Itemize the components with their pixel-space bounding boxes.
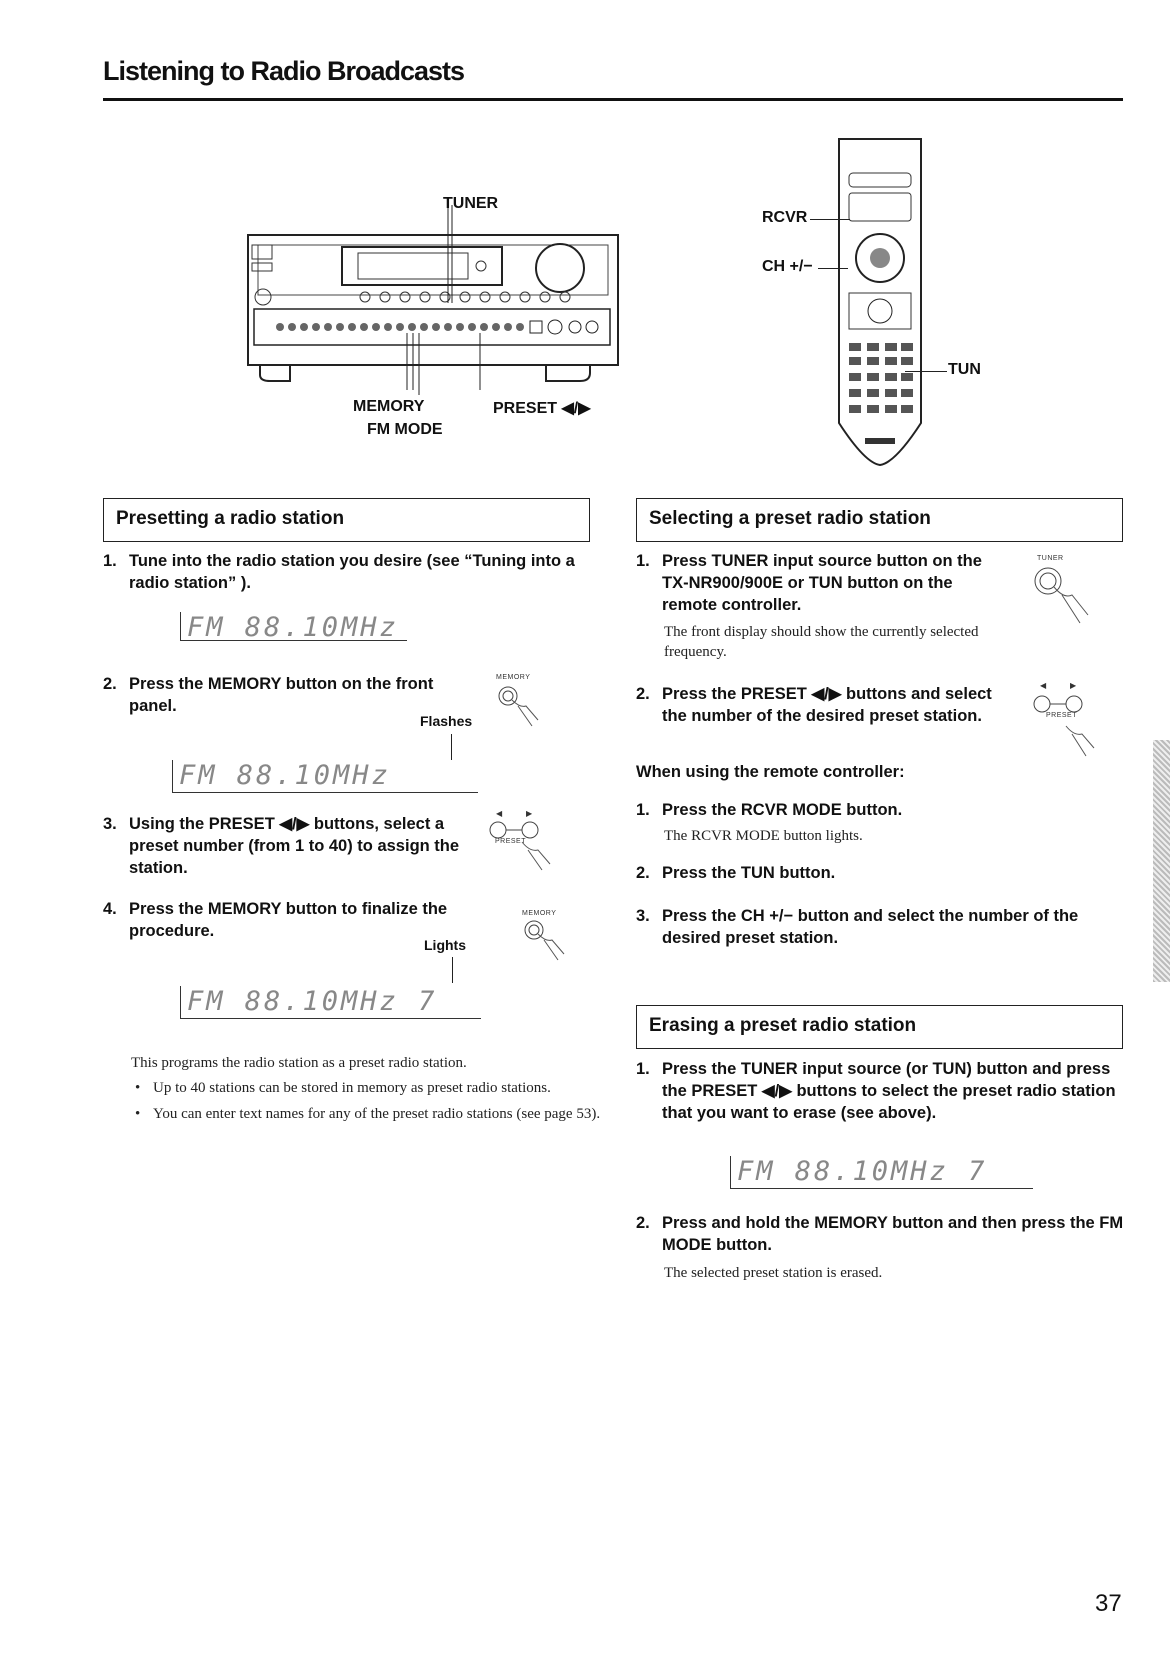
selecting-step-2 — [636, 683, 996, 727]
presetting-step-2 — [103, 673, 453, 717]
step-text: Press the TUN button. — [662, 864, 836, 882]
side-tab-marker — [1153, 740, 1170, 982]
preset-buttons-icon-2 — [1030, 680, 1110, 765]
title-rule — [103, 98, 1123, 101]
tuner-button-caption: TUNER — [1037, 555, 1064, 562]
step-number: 2. — [636, 1214, 650, 1232]
selecting-step-1-detail: The front display should show the currently selected frequency. — [664, 624, 979, 660]
memory-button-icon — [496, 684, 556, 735]
preset-button-caption-2: PRESET — [1046, 712, 1078, 719]
tun-leader — [905, 371, 947, 372]
presetting-step-1 — [103, 550, 593, 594]
step-text: Press the TUNER input source (or TUN) button and press the PRESET ◀/▶ buttons to select the preset radio station that you want to erase (see above). — [662, 1060, 1116, 1122]
svg-text:▶: ▶ — [526, 809, 533, 818]
bullet-item: • You can enter text names for any of the preset radio stations (see page 53). — [135, 1106, 601, 1122]
step-number: 1. — [636, 1060, 650, 1078]
lcd-display-erase — [730, 1156, 1033, 1189]
presetting-heading-box — [103, 498, 590, 542]
step-number: 2. — [636, 864, 650, 882]
remote-step-2 — [636, 862, 1106, 884]
fm-mode-label: FM MODE — [367, 421, 443, 438]
erasing-heading: Erasing a preset radio station — [649, 1015, 917, 1036]
lights-leader — [452, 957, 453, 983]
step-number: 1. — [636, 801, 650, 819]
lcd-display-1 — [180, 612, 407, 641]
preset-button-caption: PRESET — [495, 838, 527, 845]
rcvr-leader — [810, 219, 850, 220]
memory-label: MEMORY — [353, 398, 425, 415]
page-number: 37 — [1095, 1590, 1122, 1617]
remote-figure — [835, 133, 925, 473]
step-text: Tune into the radio station you desire (see “Tuning into a radio station” ). — [129, 552, 575, 592]
step-text: Press the RCVR MODE button. — [662, 801, 903, 819]
remote-controller-illustration — [835, 133, 925, 473]
preset-label: PRESET ◀/▶ — [493, 400, 591, 417]
ch-label: CH +/− — [762, 258, 813, 275]
remote-step-1 — [636, 799, 1106, 821]
remote-step-3 — [636, 905, 1126, 949]
memory-button-icon-2 — [522, 918, 582, 969]
tuner-label: TUNER — [443, 195, 499, 212]
page-title: Listening to Radio Broadcasts — [103, 56, 465, 86]
step-text: Press the MEMORY button on the front panel. — [129, 675, 434, 715]
step-text: Press and hold the MEMORY button and then press the FM MODE button. — [662, 1214, 1124, 1254]
step-text: Press the MEMORY button to finalize the procedure. — [129, 900, 448, 940]
step-number: 2. — [103, 675, 117, 693]
step-text: Press the CH +/− button and select the number of the desired preset station. — [662, 907, 1079, 947]
step-number: 1. — [103, 552, 117, 570]
step-text: Press the PRESET ◀/▶ buttons and select the number of the desired preset station. — [662, 685, 992, 725]
lcd-display-2 — [172, 760, 478, 793]
memory-button-caption: MEMORY — [496, 674, 531, 681]
bullet-text: Up to 40 stations can be stored in memory as preset radio stations. — [153, 1080, 551, 1096]
flashes-callout: Flashes — [420, 713, 473, 729]
step-number: 2. — [636, 685, 650, 703]
remote-step-1-detail: The RCVR MODE button lights. — [664, 828, 863, 844]
tuner-button-icon — [1032, 565, 1102, 632]
step-number: 3. — [636, 907, 650, 925]
lcd-text: FM 88.10MHz 7 — [187, 986, 438, 1017]
presetting-bullets — [131, 1078, 601, 1124]
ch-leader — [818, 268, 848, 269]
flashes-leader — [451, 734, 452, 760]
presetting-step-3 — [103, 813, 463, 879]
step-text: Press TUNER input source button on the TX-NR900/900E or TUN button on the remote controller. — [662, 552, 982, 614]
step-text: Using the PRESET ◀/▶ buttons, select a preset number (from 1 to 40) to assign the station. — [129, 815, 460, 877]
bullet-item: • Up to 40 stations can be stored in memory as preset radio stations. — [135, 1080, 551, 1096]
lcd-display-3 — [180, 986, 481, 1019]
erasing-step-2 — [636, 1212, 1126, 1256]
remote-subheading: When using the remote controller: — [636, 763, 905, 781]
memory-button-caption-2: MEMORY — [522, 910, 557, 917]
svg-text:▶: ▶ — [1070, 681, 1077, 690]
selecting-heading-box — [636, 498, 1123, 542]
lcd-text: FM 88.10MHz — [179, 760, 391, 791]
erasing-step-1 — [636, 1058, 1126, 1124]
step-number: 3. — [103, 815, 117, 833]
selecting-heading: Selecting a preset radio station — [649, 508, 931, 529]
tun-label: TUN — [948, 361, 981, 378]
presetting-note: This programs the radio station as a preset radio station. — [131, 1055, 467, 1071]
selecting-step-1 — [636, 550, 996, 616]
step-number: 4. — [103, 900, 117, 918]
presetting-heading: Presetting a radio station — [116, 508, 345, 529]
step-number: 1. — [636, 552, 650, 570]
rcvr-label: RCVR — [762, 209, 808, 226]
erasing-heading-box — [636, 1005, 1123, 1049]
svg-text:◀: ◀ — [496, 809, 503, 818]
lights-callout: Lights — [424, 937, 466, 953]
lcd-text: FM 88.10MHz — [187, 612, 399, 643]
preset-buttons-icon — [486, 808, 566, 883]
bullet-text: You can enter text names for any of the preset radio stations (see page 53). — [153, 1106, 601, 1122]
erasing-step-2-detail: The selected preset station is erased. — [664, 1265, 883, 1281]
lcd-text: FM 88.10MHz 7 — [737, 1156, 988, 1187]
presetting-step-4 — [103, 898, 453, 942]
svg-text:◀: ◀ — [1040, 681, 1047, 690]
